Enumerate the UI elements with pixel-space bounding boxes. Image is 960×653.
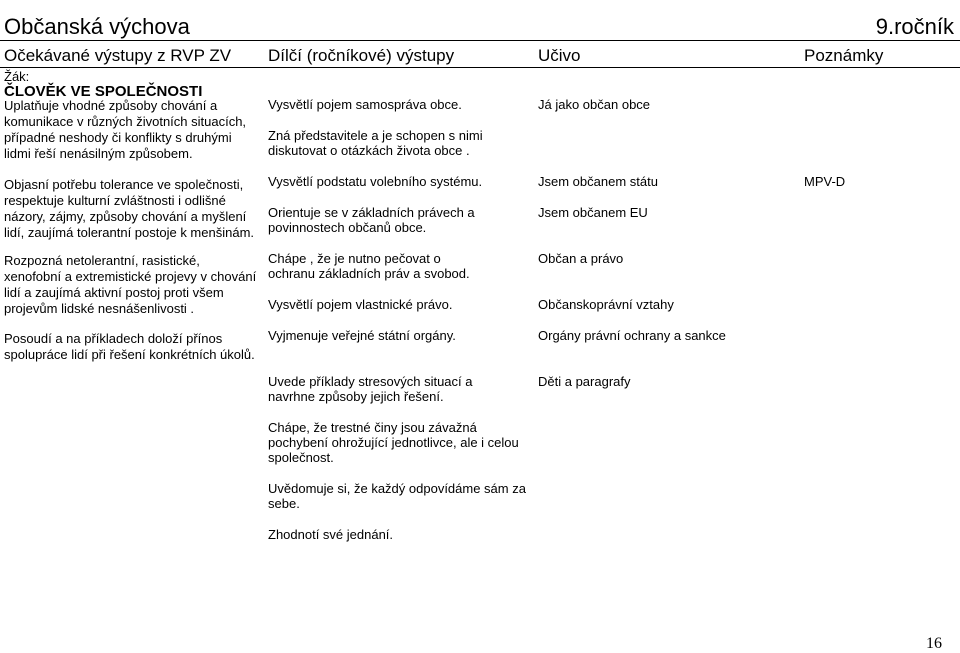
column-header-notes: Poznámky	[804, 46, 884, 65]
text-line: sebe.	[268, 496, 300, 511]
divider-header	[0, 67, 960, 68]
text-line: Chápe , že je nutno pečovat o	[268, 251, 441, 266]
text-line: Zná představitele a je schopen s nimi	[268, 128, 483, 143]
page-number: 16	[926, 635, 942, 652]
text-line: Vysvětlí pojem vlastnické právo.	[268, 297, 453, 312]
text-line: společnost.	[268, 450, 334, 465]
text-line: Objasní potřebu tolerance ve společnosti,	[4, 177, 244, 192]
text-line: případné neshody či konflikty s druhými	[4, 130, 232, 145]
expected-output-1	[4, 98, 266, 162]
column-header-partial: Dílčí (ročníkové) výstupy	[268, 46, 455, 65]
curriculum-item-5: Občanskoprávní vztahy	[538, 297, 674, 312]
text-line: Zhodnotí své jednání.	[268, 527, 394, 542]
text-line: lidí, zaujímá tolerantní postoje k menšinám.	[4, 225, 255, 240]
text-line: xenofobní a extremistické projevy v chování	[4, 269, 257, 284]
grade-label: 9.ročník	[875, 14, 954, 39]
text-line: Uplatňuje vhodné způsoby chování a	[4, 98, 218, 113]
text-line: Rozpozná netolerantní, rasistické,	[4, 253, 200, 268]
column-header-expected: Očekávané výstupy z RVP ZV	[4, 46, 232, 65]
expected-output-2	[4, 177, 266, 241]
partial-output-1	[268, 97, 462, 112]
text-line: ochranu základních práv a svobod.	[268, 266, 470, 281]
partial-output-7	[268, 328, 456, 343]
partial-output-8	[268, 374, 472, 404]
text-line: komunikace v různých životních situacích,	[4, 114, 247, 129]
curriculum-item-4: Občan a právo	[538, 251, 624, 266]
subject-title: Občanská výchova	[4, 14, 190, 39]
curriculum-item-2: Jsem občanem státu	[538, 174, 658, 189]
text-line: projevům lidské nesnášenlivosti .	[4, 301, 195, 316]
partial-output-4	[268, 205, 475, 235]
divider-top	[0, 40, 960, 41]
section-heading: ČLOVĚK VE SPOLEČNOSTI	[4, 83, 203, 100]
partial-output-5	[268, 251, 470, 281]
curriculum-item-7: Děti a paragrafy	[538, 374, 631, 389]
text-line: navrhne způsoby jejich řešení.	[268, 389, 444, 404]
partial-output-6	[268, 297, 452, 312]
text-line: Vysvětlí podstatu volebního systému.	[268, 174, 483, 189]
expected-output-4	[4, 331, 266, 363]
text-line: Uvědomuje si, že každý odpovídáme sám za	[268, 481, 526, 496]
student-label: Žák:	[4, 69, 30, 84]
text-line: Chápe, že trestné činy jsou závažná	[268, 420, 477, 435]
text-line: povinnostech občanů obce.	[268, 220, 427, 235]
text-line: lidmi řeší nenásilným způsobem.	[4, 146, 193, 161]
text-line: spolupráce lidí při řešení konkrétních úkolů.	[4, 347, 255, 362]
partial-output-9	[268, 420, 519, 465]
partial-output-2	[268, 128, 483, 158]
curriculum-item-6: Orgány právní ochrany a sankce	[538, 328, 726, 343]
text-line: Uvede příklady stresových situací a	[268, 374, 473, 389]
column-header-curriculum: Učivo	[538, 46, 581, 65]
text-line: názory, zájmy, způsoby chování a myšlení	[4, 209, 247, 224]
text-line: Posoudí a na příkladech doloží přínos	[4, 331, 223, 346]
expected-output-3	[4, 253, 266, 317]
curriculum-item-1: Já jako občan obce	[538, 97, 651, 112]
text-line: Vyjmenuje veřejné státní orgány.	[268, 328, 456, 343]
curriculum-item-3: Jsem občanem EU	[538, 205, 648, 220]
note-item-1: MPV-D	[804, 174, 846, 189]
partial-output-11	[268, 527, 393, 542]
partial-output-10	[268, 481, 526, 511]
text-line: pochybení ohrožující jednotlivce, ale i celou	[268, 435, 519, 450]
text-line: lidí a zaujímá aktivní postoj proti všem	[4, 285, 224, 300]
text-line: respektuje kulturní zvláštnosti i odlišné	[4, 193, 226, 208]
text-line: diskutovat o otázkách života obce .	[268, 143, 470, 158]
text-line: Vysvětlí pojem samospráva obce.	[268, 97, 462, 112]
partial-output-3	[268, 174, 482, 189]
text-line: Orientuje se v základních právech a	[268, 205, 475, 220]
